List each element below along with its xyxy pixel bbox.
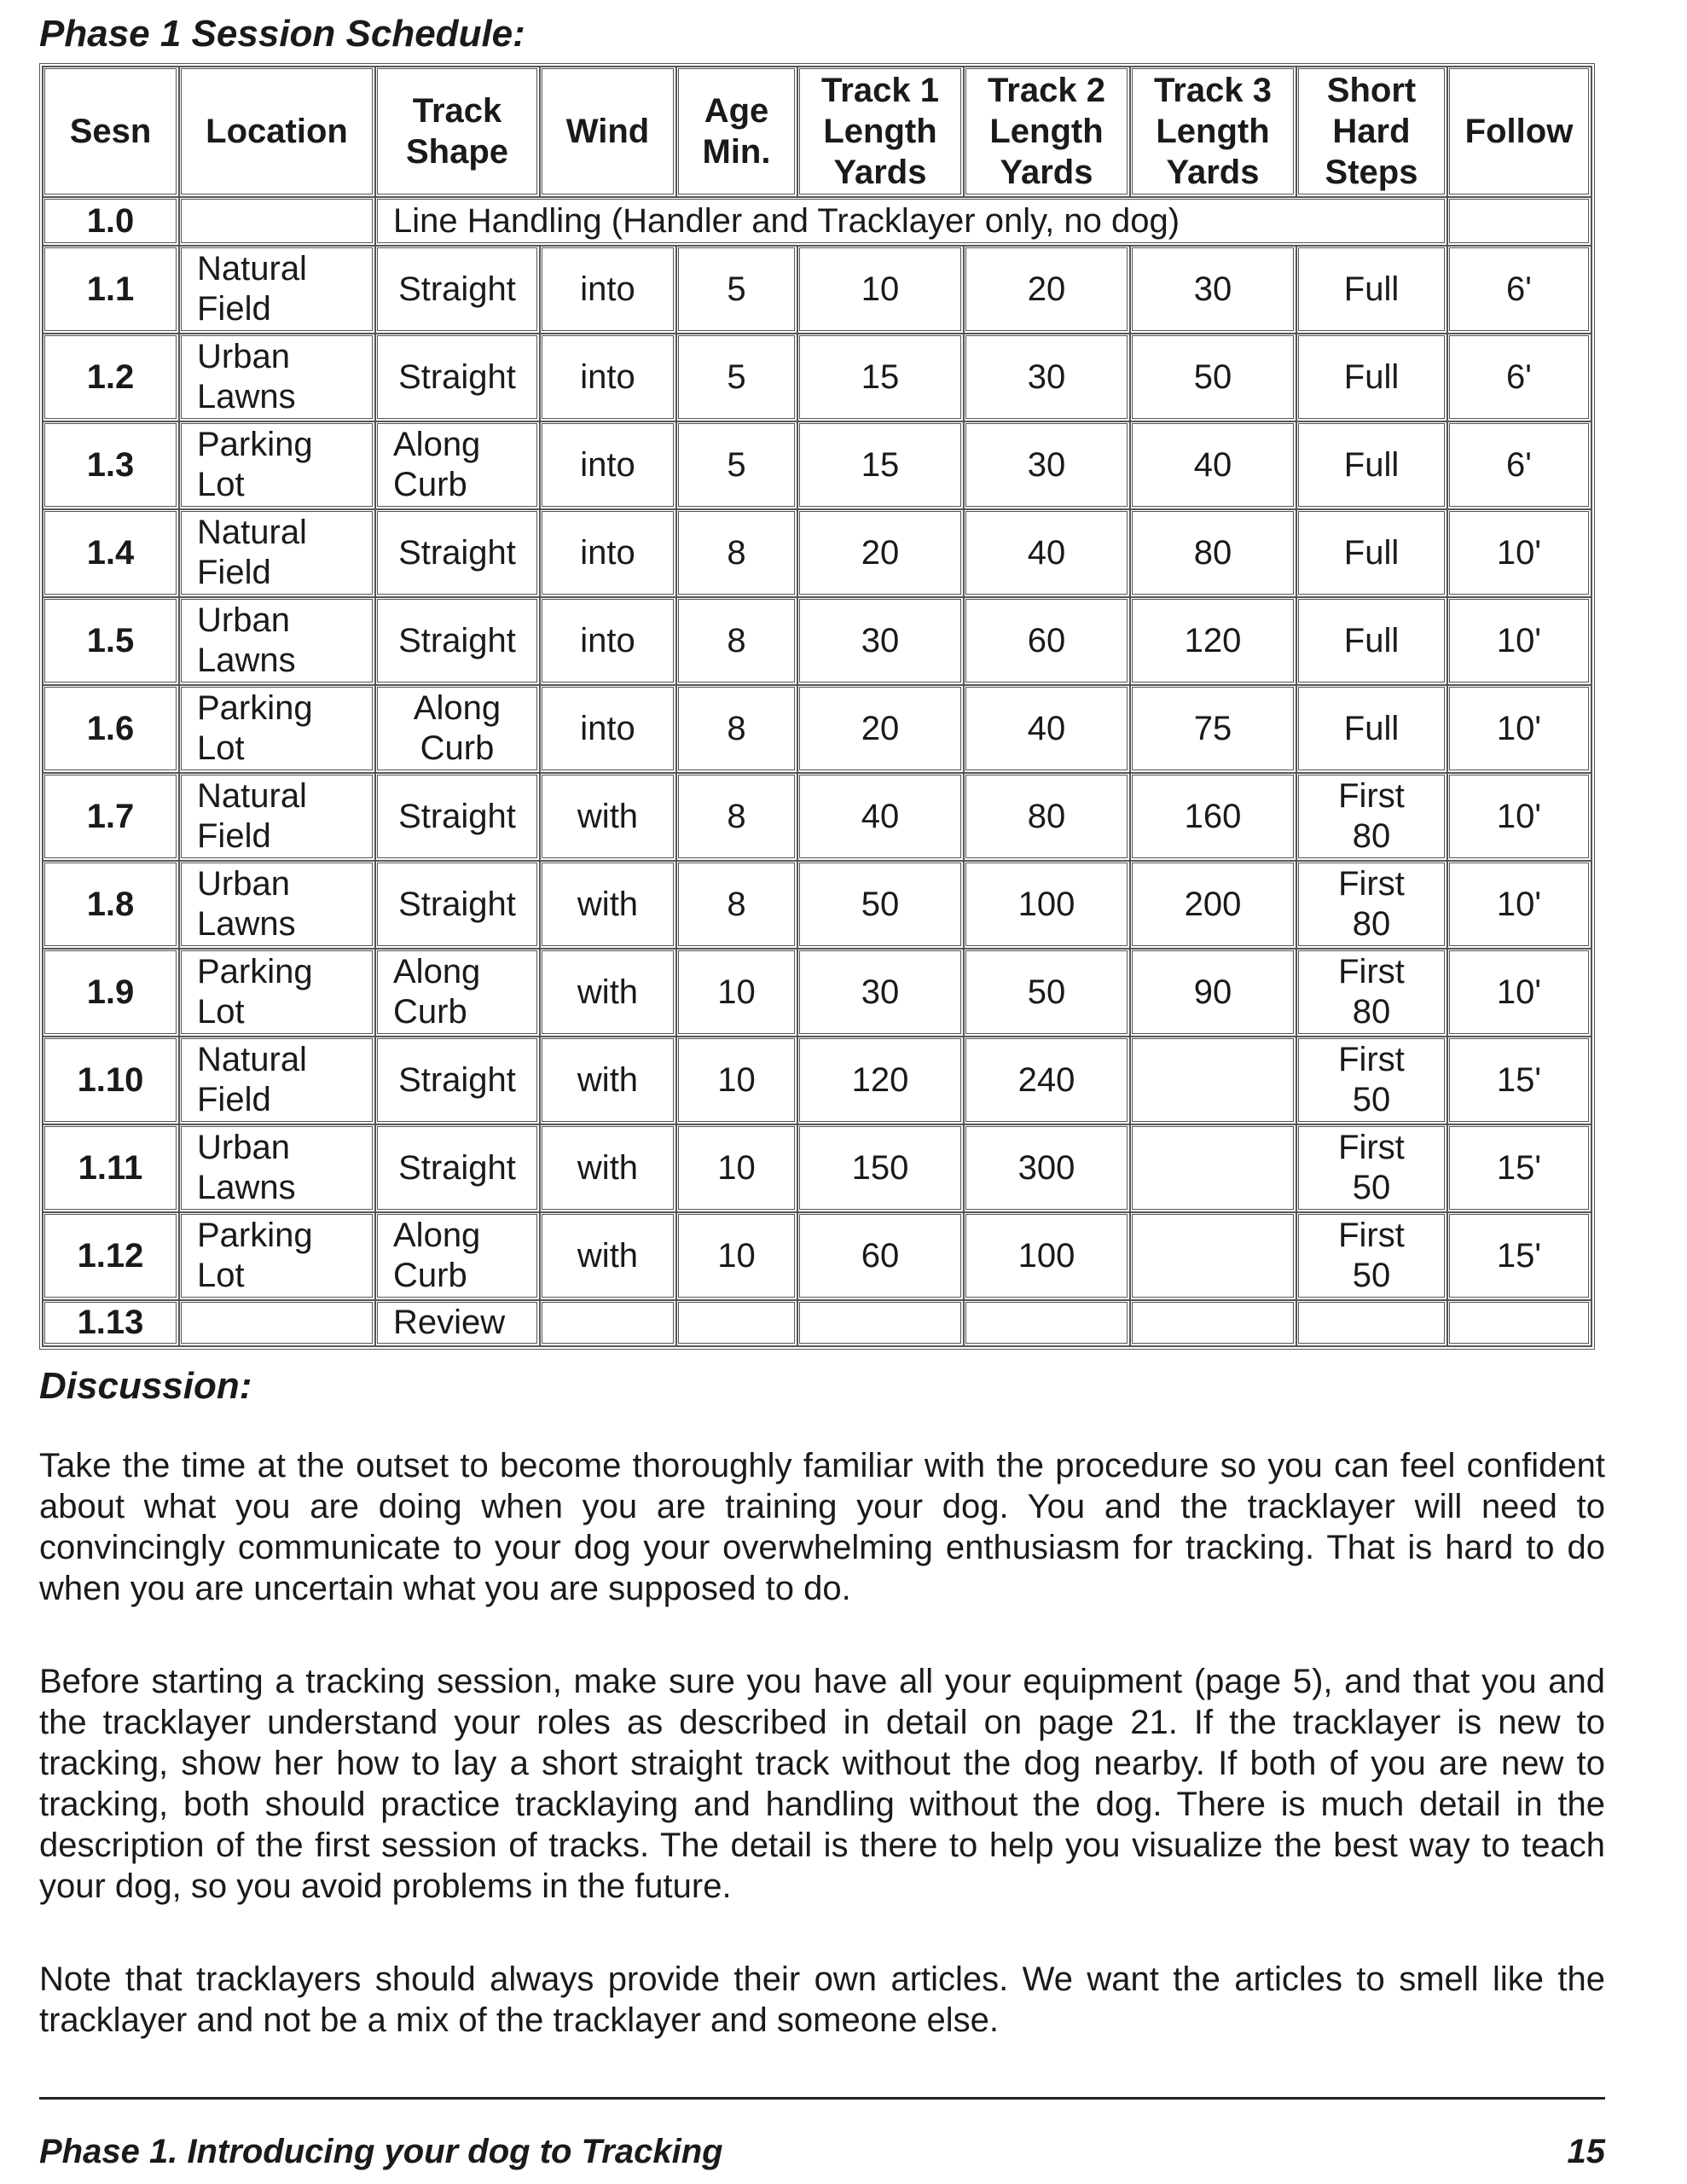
session-number: 1.6 [43, 685, 179, 773]
table-row [43, 509, 1591, 597]
track-shape-cell-line: Along [393, 953, 481, 990]
location-cell-line: Lot [197, 1257, 245, 1294]
track2-cell: 300 [964, 1124, 1130, 1212]
location-cell-line: Natural [197, 250, 307, 288]
track-shape-cell [375, 1037, 540, 1124]
table-row [43, 773, 1591, 861]
age-cell: 10 [676, 949, 797, 1037]
steps-cell-line: First [1338, 865, 1405, 903]
age-cell: 5 [676, 246, 797, 334]
track-shape-cell [375, 685, 540, 773]
steps-cell [1296, 1037, 1447, 1124]
age-cell: 8 [676, 597, 797, 685]
location-cell-line: Parking [197, 689, 313, 727]
table-row [43, 949, 1591, 1037]
track3-cell: 120 [1130, 597, 1296, 685]
track3-cell: 80 [1130, 509, 1296, 597]
age-cell [676, 1300, 797, 1346]
track2-cell: 20 [964, 246, 1130, 334]
track2-cell: 50 [964, 949, 1130, 1037]
steps-cell-line: Full [1343, 445, 1400, 484]
track1-cell: 30 [797, 597, 964, 685]
line-handling-note: Line Handling (Handler and Tracklayer only, no dog) [375, 197, 1447, 246]
location-cell [179, 334, 375, 421]
location-cell [179, 1037, 375, 1124]
track-shape-cell-line: Straight [398, 533, 516, 572]
location-cell-line: Parking [197, 1217, 313, 1254]
track-shape-cell-line: Curb [393, 466, 467, 503]
steps-cell-line: First [1338, 1217, 1405, 1254]
track2-cell: 40 [964, 509, 1130, 597]
steps-cell-line: First [1338, 1041, 1405, 1078]
location-cell [179, 949, 375, 1037]
location-cell [179, 597, 375, 685]
wind-cell: into [540, 334, 676, 421]
track2-cell: 100 [964, 861, 1130, 949]
track2-cell: 30 [964, 421, 1130, 509]
location-cell-line: Urban [197, 338, 290, 375]
track3-cell [1130, 1212, 1296, 1300]
location-cell [179, 1124, 375, 1212]
table-row [43, 334, 1591, 421]
track1-cell: 60 [797, 1212, 964, 1300]
follow-cell [1447, 197, 1591, 246]
session-number: 1.11 [43, 1124, 179, 1212]
location-cell-line: Lawns [197, 905, 296, 943]
follow-cell: 10' [1447, 949, 1591, 1037]
session-number: 1.3 [43, 421, 179, 509]
wind-cell: with [540, 1124, 676, 1212]
location-cell-line: Lot [197, 729, 245, 767]
track-shape-cell-line: Along [393, 426, 481, 463]
steps-cell-line: Full [1343, 357, 1400, 396]
location-cell [179, 1212, 375, 1300]
steps-cell [1296, 334, 1447, 421]
track1-cell: 20 [797, 685, 964, 773]
header-line: Track 1 [821, 72, 939, 109]
follow-cell: 10' [1447, 861, 1591, 949]
wind-cell: with [540, 1212, 676, 1300]
track2-cell [964, 1300, 1130, 1346]
location-cell-line: Lawns [197, 378, 296, 415]
location-cell-line: Field [197, 1081, 271, 1118]
location-cell [179, 773, 375, 861]
track1-cell [797, 1300, 964, 1346]
steps-cell-line: 50 [1352, 1169, 1391, 1206]
table-row [43, 861, 1591, 949]
track2-cell: 30 [964, 334, 1130, 421]
discussion-paragraph: Note that tracklayers should always provide their own articles. We want the articles to smell like the tracklayer and not be a mix of the tracklayer and someone else. [39, 1960, 1605, 2039]
steps-cell-line: First [1338, 953, 1405, 990]
track1-cell: 10 [797, 246, 964, 334]
header-line: Track [412, 92, 502, 130]
table-row [43, 246, 1591, 334]
session-number: 1.12 [43, 1212, 179, 1300]
follow-cell: 10' [1447, 509, 1591, 597]
location-cell [179, 421, 375, 509]
header-line: Location [206, 113, 348, 150]
session-schedule-table [39, 63, 1595, 1350]
steps-cell [1296, 421, 1447, 509]
location-cell [179, 197, 375, 246]
follow-cell: 10' [1447, 773, 1591, 861]
track-shape-cell [375, 861, 540, 949]
age-cell: 10 [676, 1124, 797, 1212]
wind-cell [540, 1300, 676, 1346]
column-header-track-shape [375, 67, 540, 197]
table-row [43, 685, 1591, 773]
track1-cell: 20 [797, 509, 964, 597]
track-shape-cell [375, 1124, 540, 1212]
session-number: 1.4 [43, 509, 179, 597]
session-number: 1.13 [43, 1300, 179, 1346]
steps-cell-line: 50 [1352, 1257, 1391, 1294]
steps-cell [1296, 949, 1447, 1037]
session-number: 1.0 [43, 197, 179, 246]
track3-cell: 40 [1130, 421, 1296, 509]
header-line: Length [823, 113, 937, 150]
track-shape-cell [375, 773, 540, 861]
location-cell-line: Natural [197, 777, 307, 815]
location-cell [179, 246, 375, 334]
location-cell-line: Parking [197, 426, 313, 463]
age-cell: 5 [676, 421, 797, 509]
column-header-track1-length [797, 67, 964, 197]
header-line: Shape [405, 133, 509, 171]
track2-cell: 60 [964, 597, 1130, 685]
location-cell-line: Lot [197, 466, 245, 503]
track2-cell: 80 [964, 773, 1130, 861]
track3-cell: 200 [1130, 861, 1296, 949]
steps-cell-line: First [1338, 777, 1405, 815]
page-number: 15 [1567, 2133, 1605, 2170]
track-shape-cell-line: Straight [398, 797, 516, 835]
header-line: Age [704, 92, 769, 130]
session-number: 1.7 [43, 773, 179, 861]
column-header-sesn [43, 67, 179, 197]
track3-cell [1130, 1124, 1296, 1212]
location-cell-line: Field [197, 817, 271, 855]
location-cell-line: Urban [197, 601, 290, 639]
location-cell-line: Urban [197, 1129, 290, 1166]
track1-cell: 50 [797, 861, 964, 949]
footer-title: Phase 1. Introducing your dog to Tracking [39, 2133, 723, 2170]
track3-cell: 50 [1130, 334, 1296, 421]
age-cell: 8 [676, 773, 797, 861]
header-line: Yards [833, 154, 927, 191]
table-row [43, 197, 1591, 246]
location-cell [179, 685, 375, 773]
wind-cell: into [540, 421, 676, 509]
session-number: 1.9 [43, 949, 179, 1037]
track-shape-cell [375, 246, 540, 334]
age-cell: 8 [676, 861, 797, 949]
column-header-track2-length [964, 67, 1130, 197]
table-row [43, 1300, 1591, 1346]
age-cell: 8 [676, 509, 797, 597]
follow-cell [1447, 1300, 1591, 1346]
steps-cell-line: Full [1343, 621, 1400, 659]
follow-cell: 10' [1447, 597, 1591, 685]
header-line: Hard [1332, 113, 1411, 150]
header-line: Yards [1166, 154, 1260, 191]
track-shape-cell [375, 509, 540, 597]
steps-cell-line: Full [1343, 709, 1400, 747]
track-shape-cell-line: Straight [398, 885, 516, 923]
track2-cell: 240 [964, 1037, 1130, 1124]
track-shape-cell-line: Along [393, 1217, 481, 1254]
follow-cell: 15' [1447, 1037, 1591, 1124]
track-shape-cell [375, 949, 540, 1037]
location-cell-line: Natural [197, 1041, 307, 1078]
header-line: Sesn [69, 113, 152, 150]
column-header-age-min [676, 67, 797, 197]
track-shape-cell [375, 597, 540, 685]
track3-cell: 160 [1130, 773, 1296, 861]
location-cell-line: Field [197, 290, 271, 328]
track2-cell: 40 [964, 685, 1130, 773]
track-shape-cell-line: Along [413, 689, 501, 727]
footer-divider [39, 2097, 1605, 2100]
session-number: 1.1 [43, 246, 179, 334]
steps-cell [1296, 509, 1447, 597]
discussion-paragraph: Before starting a tracking session, make sure you have all your equipment (page 5), and that you and the tracklayer understand your roles as described in detail on page 21. If the tracklayer is new to tracking, show her how to lay a short straight track without the dog nearby. If both of you are new to tracking, both should practice tracklaying and handling without the dog. There is much detail in the description of the first session of tracks. The detail is there to help you visualize the best way to teach your dog, so you avoid problems in the future. [39, 1663, 1605, 1905]
steps-cell-line: Full [1343, 270, 1400, 308]
column-header-track3-length [1130, 67, 1296, 197]
session-number: 1.8 [43, 861, 179, 949]
track-shape-cell-line: Straight [398, 1060, 516, 1099]
track3-cell: 90 [1130, 949, 1296, 1037]
steps-cell-line: 50 [1352, 1081, 1391, 1118]
table-row [43, 1212, 1591, 1300]
location-cell-line: Natural [197, 514, 307, 551]
steps-cell-line: First [1338, 1129, 1405, 1166]
track1-cell: 30 [797, 949, 964, 1037]
steps-cell [1296, 773, 1447, 861]
session-number: 1.5 [43, 597, 179, 685]
location-cell [179, 861, 375, 949]
track3-cell [1130, 1037, 1296, 1124]
steps-cell [1296, 861, 1447, 949]
header-line: Steps [1325, 154, 1418, 191]
track-shape-cell-line: Curb [420, 729, 495, 767]
discussion-paragraph: Take the time at the outset to become thoroughly familiar with the procedure so you can feel confident about what you are doing when you are training your dog. You and the tracklayer will need to convincingly communicate to your dog your overwhelming enthusiasm for tracking. That is hard to do when you are uncertain what you are supposed to do. [39, 1447, 1605, 1607]
track3-cell [1130, 1300, 1296, 1346]
location-cell-line: Lot [197, 993, 245, 1031]
track-shape-cell: Review [375, 1300, 540, 1346]
track-shape-cell-line: Straight [398, 357, 516, 396]
table-row [43, 1124, 1591, 1212]
location-cell [179, 1300, 375, 1346]
header-line: Yards [1000, 154, 1093, 191]
wind-cell: with [540, 773, 676, 861]
track-shape-cell-line: Straight [398, 1148, 516, 1187]
location-cell-line: Urban [197, 865, 290, 903]
header-line: Min. [702, 133, 771, 171]
follow-cell: 6' [1447, 421, 1591, 509]
track-shape-cell-line: Straight [398, 270, 516, 308]
table-row [43, 1037, 1591, 1124]
track2-cell: 100 [964, 1212, 1130, 1300]
track1-cell: 15 [797, 334, 964, 421]
location-cell-line: Lawns [197, 1169, 296, 1206]
wind-cell: into [540, 246, 676, 334]
follow-cell: 15' [1447, 1124, 1591, 1212]
track-shape-cell [375, 334, 540, 421]
wind-cell: with [540, 949, 676, 1037]
track1-cell: 120 [797, 1037, 964, 1124]
follow-cell: 15' [1447, 1212, 1591, 1300]
location-cell-line: Lawns [197, 642, 296, 679]
track1-cell: 15 [797, 421, 964, 509]
steps-cell-line: 80 [1352, 817, 1391, 855]
wind-cell: with [540, 861, 676, 949]
wind-cell: into [540, 509, 676, 597]
location-cell-line: Parking [197, 953, 313, 990]
header-line: Track 2 [988, 72, 1105, 109]
age-cell: 10 [676, 1037, 797, 1124]
wind-cell: with [540, 1037, 676, 1124]
steps-cell-line: 80 [1352, 905, 1391, 943]
column-header-location [179, 67, 375, 197]
steps-cell-line: 80 [1352, 993, 1391, 1031]
session-number: 1.10 [43, 1037, 179, 1124]
table-row [43, 597, 1591, 685]
track-shape-cell [375, 421, 540, 509]
track1-cell: 40 [797, 773, 964, 861]
header-line: Wind [565, 113, 650, 150]
wind-cell: into [540, 685, 676, 773]
session-number: 1.2 [43, 334, 179, 421]
age-cell: 10 [676, 1212, 797, 1300]
track-shape-cell-line: Curb [393, 1257, 467, 1294]
header-line: Track 3 [1154, 72, 1272, 109]
header-line: Length [989, 113, 1104, 150]
age-cell: 5 [676, 334, 797, 421]
table-header-row [43, 67, 1591, 197]
schedule-heading: Phase 1 Session Schedule: [39, 13, 525, 55]
table-row [43, 421, 1591, 509]
header-line: Follow [1464, 113, 1574, 150]
follow-cell: 6' [1447, 334, 1591, 421]
track3-cell: 75 [1130, 685, 1296, 773]
column-header-wind [540, 67, 676, 197]
column-header-follow [1447, 67, 1591, 197]
track-shape-cell-line: Straight [398, 621, 516, 659]
steps-cell [1296, 685, 1447, 773]
header-line: Length [1156, 113, 1270, 150]
steps-cell [1296, 1300, 1447, 1346]
track-shape-cell [375, 1212, 540, 1300]
track-shape-cell-line: Curb [393, 993, 467, 1031]
follow-cell: 6' [1447, 246, 1591, 334]
steps-cell [1296, 597, 1447, 685]
steps-cell [1296, 1212, 1447, 1300]
age-cell: 8 [676, 685, 797, 773]
column-header-short-hard-steps [1296, 67, 1447, 197]
location-cell-line: Field [197, 554, 271, 591]
location-cell [179, 509, 375, 597]
follow-cell: 10' [1447, 685, 1591, 773]
steps-cell [1296, 1124, 1447, 1212]
track1-cell: 150 [797, 1124, 964, 1212]
discussion-heading: Discussion: [39, 1365, 252, 1407]
wind-cell: into [540, 597, 676, 685]
header-line: Short [1326, 72, 1417, 109]
steps-cell [1296, 246, 1447, 334]
steps-cell-line: Full [1343, 533, 1400, 572]
track3-cell: 30 [1130, 246, 1296, 334]
